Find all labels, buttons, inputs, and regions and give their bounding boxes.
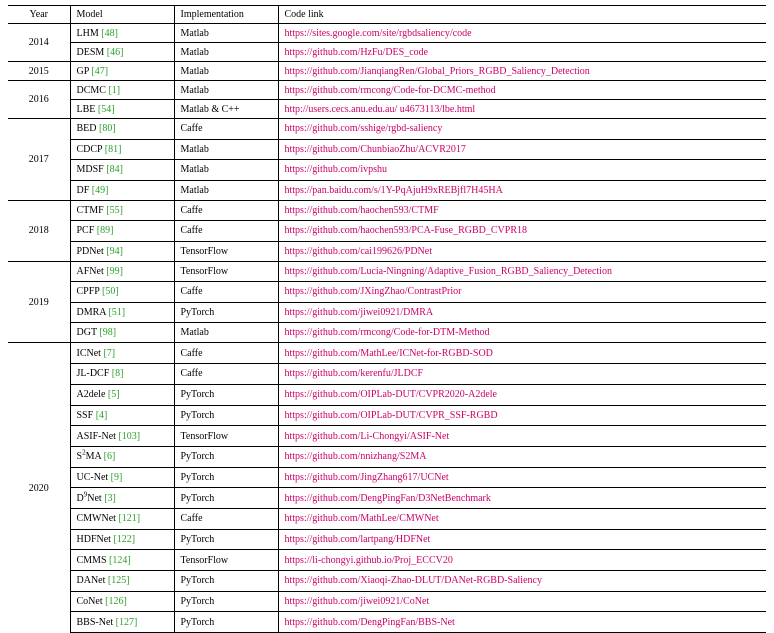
implementation-cell: Matlab <box>174 43 278 62</box>
model-cell <box>70 160 174 181</box>
model-name: DGT <box>76 327 97 339</box>
code-link[interactable]: https://sites.google.com/site/rgbdsaliency/code <box>278 24 766 43</box>
implementation-cell: TensorFlow <box>174 550 278 571</box>
year-cell: 2019 <box>8 261 70 343</box>
code-link[interactable]: https://github.com/nnizhang/S2MA <box>278 446 766 467</box>
model-cell <box>70 467 174 488</box>
model-cell <box>70 119 174 140</box>
model-cell <box>70 323 174 343</box>
table-row <box>8 201 766 221</box>
implementation-cell: Caffe <box>174 221 278 241</box>
citation-link[interactable]: [50] <box>101 286 119 298</box>
code-link[interactable]: https://github.com/haochen593/CTMF <box>278 201 766 221</box>
table-row <box>8 323 766 343</box>
implementation-cell: Caffe <box>174 119 278 140</box>
model-cell <box>70 508 174 529</box>
citation-link[interactable]: [99] <box>106 266 123 278</box>
table-row <box>8 100 766 119</box>
code-link[interactable]: https://github.com/rmcong/Code-for-DCMC-method <box>278 81 766 100</box>
implementation-cell: Matlab <box>174 323 278 343</box>
header-year: Year <box>8 6 70 24</box>
model-cell <box>70 529 174 550</box>
citation-link[interactable]: [124] <box>109 554 131 566</box>
implementation-cell: Matlab & C++ <box>174 100 278 119</box>
model-name: GP <box>76 65 89 77</box>
model-name: A2dele <box>76 389 106 401</box>
implementation-cell: PyTorch <box>174 405 278 426</box>
implementation-cell: PyTorch <box>174 384 278 405</box>
implementation-cell: Matlab <box>174 62 278 81</box>
implementation-cell: PyTorch <box>174 529 278 550</box>
year-cell: 2016 <box>8 81 70 119</box>
implementation-cell: TensorFlow <box>174 261 278 281</box>
model-name: DCMC <box>76 84 106 96</box>
citation-link[interactable]: [6] <box>103 451 116 463</box>
model-name: PCF <box>76 225 95 237</box>
model-name: BBS-Net <box>76 616 114 628</box>
model-cell <box>70 488 174 509</box>
code-link[interactable]: https://github.com/MathLee/ICNet-for-RGBD-SOD <box>278 343 766 364</box>
table-row <box>8 405 766 426</box>
table-row <box>8 261 766 281</box>
model-name: SSF <box>76 409 94 421</box>
implementation-cell: Matlab <box>174 180 278 201</box>
model-name: ICNet <box>76 347 101 359</box>
implementation-cell: TensorFlow <box>174 241 278 261</box>
model-cell <box>70 201 174 221</box>
code-link[interactable]: https://github.com/kerenfu/JLDCF <box>278 364 766 385</box>
model-name-tail: Net <box>87 492 102 504</box>
model-name: CMWNet <box>76 513 116 525</box>
citation-link[interactable]: [47] <box>91 65 109 77</box>
citation-link[interactable]: [81] <box>104 143 122 155</box>
implementation-cell: PyTorch <box>174 446 278 467</box>
citation-link[interactable]: [8] <box>111 368 124 380</box>
code-link[interactable]: https://github.com/haochen593/PCA-Fuse_RGBD_CVPR18 <box>278 221 766 241</box>
model-cell <box>70 612 174 633</box>
header-implementation: Implementation <box>174 6 278 24</box>
table-row <box>8 119 766 140</box>
code-link[interactable]: https://github.com/OIPLab-DUT/CVPR_SSF-RGBD <box>278 405 766 426</box>
code-link[interactable]: https://github.com/JingZhang617/UCNet <box>278 467 766 488</box>
code-link-table <box>8 5 766 633</box>
table-row <box>8 62 766 81</box>
code-link[interactable]: https://github.com/Li-Chongyi/ASIF-Net <box>278 426 766 447</box>
year-cell: 2014 <box>28 37 49 48</box>
code-link[interactable]: https://github.com/rmcong/Code-for-DTM-Method <box>278 323 766 343</box>
implementation-cell: Matlab <box>174 81 278 100</box>
citation-link[interactable]: [49] <box>91 184 109 196</box>
model-name: CMMS <box>76 554 107 566</box>
model-superscript: 2 <box>82 448 86 457</box>
citation-link[interactable]: [84] <box>106 164 123 176</box>
year-cell: 2017 <box>8 119 70 201</box>
header-code-link: Code link <box>278 6 766 24</box>
implementation-cell: Caffe <box>174 201 278 221</box>
code-link[interactable]: https://github.com/ChunbiaoZhu/ACVR2017 <box>278 139 766 160</box>
citation-link[interactable]: [89] <box>96 225 114 237</box>
citation-link[interactable]: [127] <box>115 616 138 628</box>
model-cell <box>70 261 174 281</box>
citation-link[interactable]: [125] <box>107 575 130 587</box>
model-cell <box>70 81 174 100</box>
model-cell <box>70 62 174 81</box>
model-cell <box>70 591 174 612</box>
citation-link[interactable]: [98] <box>99 327 117 339</box>
implementation-cell: TensorFlow <box>174 426 278 447</box>
code-link[interactable]: https://github.com/MathLee/CMWNet <box>278 508 766 529</box>
table-row <box>8 364 766 385</box>
code-link[interactable]: https://github.com/ivpshu <box>278 160 766 181</box>
table-row <box>8 571 766 592</box>
model-cell <box>70 241 174 261</box>
implementation-cell: PyTorch <box>174 302 278 322</box>
year-cell: 2015 <box>8 62 70 81</box>
model-name: DANet <box>76 575 106 587</box>
table-row <box>8 426 766 447</box>
table-row <box>8 446 766 467</box>
model-cell <box>70 100 174 119</box>
table-row <box>8 508 766 529</box>
code-link[interactable]: https://github.com/HzFu/DES_code <box>278 43 766 62</box>
table-row <box>8 43 766 62</box>
model-cell <box>70 180 174 201</box>
model-cell <box>70 139 174 160</box>
model-cell <box>70 24 174 43</box>
model-name-tail: MA <box>85 451 102 463</box>
model-name: DMRA <box>76 306 106 318</box>
code-link[interactable]: https://github.com/jiwei0921/DMRA <box>278 302 766 322</box>
table-row <box>8 488 766 509</box>
implementation-cell: Caffe <box>174 282 278 302</box>
model-cell <box>70 43 174 62</box>
citation-link[interactable]: [9] <box>110 471 123 483</box>
model-cell <box>70 550 174 571</box>
implementation-cell: Caffe <box>174 508 278 529</box>
model-name: HDFNet <box>76 533 111 545</box>
citation-link[interactable]: [55] <box>106 205 123 217</box>
model-name: CDCP <box>76 143 103 155</box>
code-link[interactable]: https://github.com/sshige/rgbd-saliency <box>278 119 766 140</box>
table-row <box>8 302 766 322</box>
model-cell <box>70 571 174 592</box>
table-row <box>8 282 766 302</box>
citation-link[interactable]: [94] <box>106 245 123 257</box>
model-cell <box>70 364 174 385</box>
table-row <box>8 384 766 405</box>
implementation-cell: Matlab <box>174 139 278 160</box>
code-link[interactable]: https://github.com/cai199626/PDNet <box>278 241 766 261</box>
table-body <box>8 24 766 633</box>
citation-link[interactable]: [46] <box>106 46 124 58</box>
model-cell <box>70 426 174 447</box>
model-name: CoNet <box>76 596 103 608</box>
code-link[interactable]: https://github.com/DengPingFan/BBS-Net <box>278 612 766 633</box>
code-link[interactable]: https://github.com/DengPingFan/D3NetBenchmark <box>278 488 766 509</box>
model-name: DESM <box>76 46 105 58</box>
code-link[interactable]: https://github.com/Xiaoqi-Zhao-DLUT/DANet-RGBD-Saliency <box>278 571 766 592</box>
table-row <box>8 241 766 261</box>
model-cell <box>70 384 174 405</box>
code-link[interactable]: https://pan.baidu.com/s/1Y-PqAjuH9xREBjfl7H45HA <box>278 180 766 201</box>
implementation-cell: Caffe <box>174 364 278 385</box>
model-name: S <box>76 451 83 463</box>
model-cell <box>70 343 174 364</box>
table-header-row <box>8 6 766 24</box>
code-link[interactable]: https://github.com/Lucia-Ningning/Adaptive_Fusion_RGBD_Saliency_Detection <box>278 261 766 281</box>
code-link[interactable]: https://github.com/JXingZhao/ContrastPrior <box>278 282 766 302</box>
table-row <box>8 612 766 633</box>
code-link[interactable]: https://github.com/OIPLab-DUT/CVPR2020-A2dele <box>278 384 766 405</box>
year-cell: 2018 <box>8 201 70 262</box>
implementation-cell: PyTorch <box>174 571 278 592</box>
model-name: PDNet <box>76 245 104 257</box>
model-name: CPFP <box>76 286 100 298</box>
model-name: D <box>76 492 84 504</box>
model-name: ASIF-Net <box>76 430 116 442</box>
code-link[interactable]: https://github.com/lartpang/HDFNet <box>278 529 766 550</box>
model-cell <box>70 446 174 467</box>
table-row <box>8 343 766 364</box>
implementation-cell: PyTorch <box>174 488 278 509</box>
implementation-cell: PyTorch <box>174 612 278 633</box>
citation-link[interactable]: [103] <box>118 430 141 442</box>
model-cell <box>70 221 174 241</box>
implementation-cell: PyTorch <box>174 467 278 488</box>
table-row <box>8 81 766 100</box>
code-link[interactable]: http://users.cecs.anu.edu.au/ u4673113/lbe.html <box>278 100 766 119</box>
citation-link[interactable]: [3] <box>104 492 116 504</box>
table-row <box>8 550 766 571</box>
table-row <box>8 591 766 612</box>
model-name: MDSF <box>76 164 104 176</box>
implementation-cell: Matlab <box>174 160 278 181</box>
model-name: CTMF <box>76 205 104 217</box>
citation-link[interactable]: [48] <box>101 27 118 39</box>
implementation-cell: Caffe <box>174 343 278 364</box>
model-name: UC-Net <box>76 471 109 483</box>
table-row <box>8 180 766 201</box>
model-name: LBE <box>76 103 96 115</box>
code-link[interactable]: https://li-chongyi.github.io/Proj_ECCV20 <box>278 550 766 571</box>
model-name: BED <box>76 123 97 135</box>
table-row <box>8 529 766 550</box>
model-superscript: 9 <box>83 490 88 499</box>
citation-link[interactable]: [54] <box>97 103 115 115</box>
table-row <box>8 160 766 181</box>
model-name: LHM <box>76 27 99 39</box>
citation-link[interactable]: [121] <box>118 513 141 525</box>
table-row <box>8 221 766 241</box>
code-link-table-container <box>8 5 766 633</box>
citation-link[interactable]: [51] <box>108 306 126 318</box>
implementation-cell: PyTorch <box>174 591 278 612</box>
citation-link[interactable]: [126] <box>105 596 127 608</box>
code-link[interactable]: https://github.com/jiwei0921/CoNet <box>278 591 766 612</box>
citation-link[interactable]: [4] <box>95 409 108 421</box>
model-cell <box>70 282 174 302</box>
citation-link[interactable]: [5] <box>107 389 120 401</box>
model-name: JL-DCF <box>76 368 110 380</box>
model-cell <box>70 405 174 426</box>
model-cell <box>70 302 174 322</box>
citation-link[interactable]: [1] <box>108 84 121 96</box>
year-cell: 2020 <box>8 343 70 633</box>
model-name: AFNet <box>76 266 104 278</box>
implementation-cell: Matlab <box>174 24 278 43</box>
citation-link[interactable]: [80] <box>99 123 116 135</box>
table-row <box>8 24 766 43</box>
header-model: Model <box>70 6 174 24</box>
table-row <box>8 467 766 488</box>
table-row <box>8 139 766 160</box>
model-name: DF <box>76 184 90 196</box>
citation-link[interactable]: [7] <box>103 347 116 359</box>
citation-link[interactable]: [122] <box>113 533 136 545</box>
code-link[interactable]: https://github.com/JianqiangRen/Global_Priors_RGBD_Saliency_Detection <box>278 62 766 81</box>
